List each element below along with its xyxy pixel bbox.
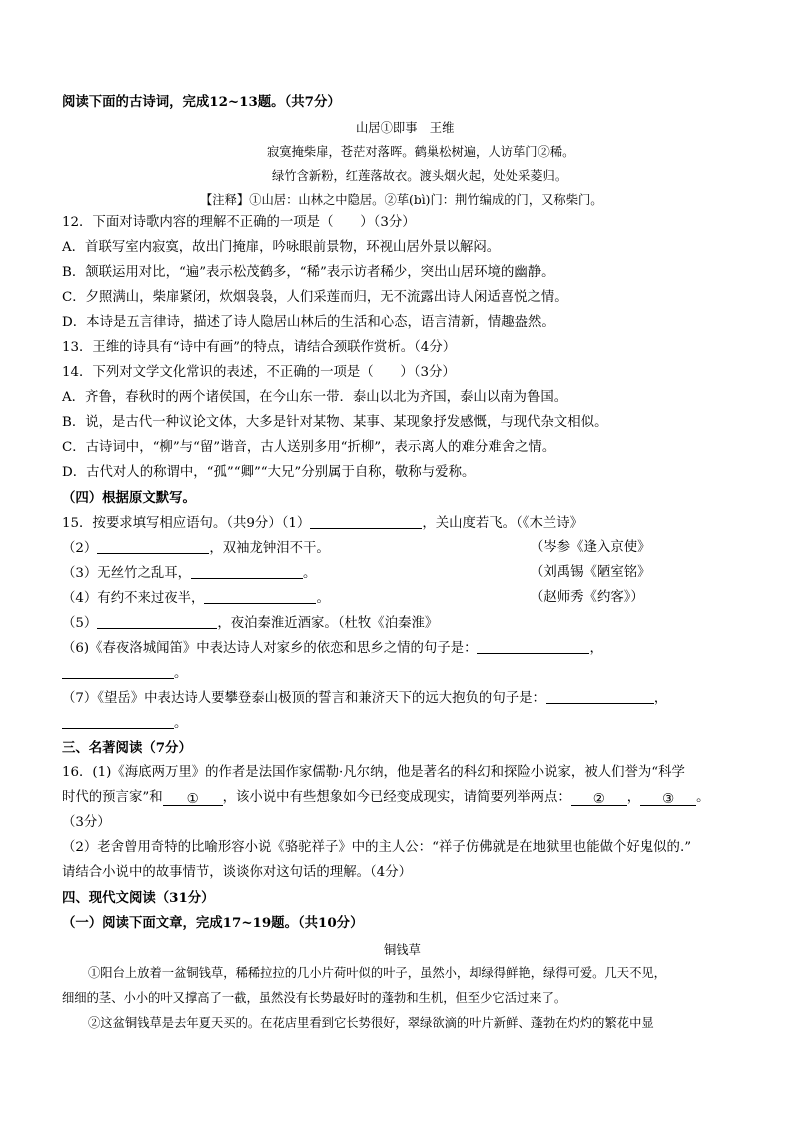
q15-blank-7b[interactable]: [62, 714, 174, 729]
poem-line-2: 绿竹含新粉，红莲落故衣。渡头烟火起，处处采菱归。: [272, 169, 568, 183]
dictation-heading: （四）根据原文默写。: [62, 490, 196, 506]
modern-reading-heading: 四、现代文阅读（31分）: [62, 890, 215, 906]
q15-line-2-source: （岑参《逢入京使》: [530, 540, 651, 555]
q16-text-c: ，: [626, 790, 641, 805]
q16-text-a: 时代的预言家”和: [62, 790, 163, 805]
poem-line-1: 寂寞掩柴扉，苍茫对落晖。鹤巢松树遍，人访荜门②稀。: [267, 145, 575, 159]
q15-line-6-end: 。: [174, 666, 188, 681]
poem-note: 【注释】①山居：山林之中隐居。②荜(bì)门：荆竹编成的门，又称柴门。: [200, 193, 603, 207]
q15-blank-5[interactable]: [97, 614, 217, 629]
q15-blank-2[interactable]: [97, 539, 209, 554]
q15-line-2-prefix: （2）: [62, 541, 98, 556]
q15-line-4: [62, 589, 330, 608]
q15-line-6-mid: ，: [589, 641, 603, 656]
q15-line-4-prefix: （4）有约不来过夜半，: [62, 591, 205, 606]
q12-option-b: B．颔联运用对比，“遍”表示松茂鹤多，“稀”表示访者稀少，突出山居环境的幽静。: [62, 265, 555, 280]
essay-p1-line1: ①阳台上放着一盆铜钱草，稀稀拉拉的几小片荷叶似的叶子，虽然小，却绿得鲜艳，绿得可爱。几天不见，: [88, 966, 666, 980]
q15-blank-7a[interactable]: [546, 689, 654, 704]
q16-blank-1[interactable]: ①: [163, 791, 223, 806]
q14-option-a: A．齐鲁，春秋时的两个诸侯国，在今山东一带．泰山以北为齐国，泰山以南为鲁国。: [62, 390, 568, 405]
q15-blank-6b[interactable]: [62, 664, 174, 679]
essay-p1-line2: 细细的茎、小小的叶又撑高了一截，虽然没有长势最好时的蓬勃和生机，但至少它活过来了。: [62, 991, 567, 1005]
q15-line-3-prefix: （3）无丝竹之乱耳，: [62, 566, 192, 581]
essay-title: 铜钱草: [384, 943, 421, 957]
q15-line-3-suffix: 。: [303, 566, 317, 581]
q15-line-3: [62, 564, 316, 583]
q16-part2-line2: 请结合小说中的故事情节，谈谈你对这句话的理解。（4分）: [62, 865, 412, 880]
q15-blank-3[interactable]: [191, 564, 303, 579]
q15-line-7: [62, 689, 667, 708]
poem-title: 山居①即事 王维: [356, 121, 455, 135]
q16-blank-3[interactable]: ③: [640, 791, 696, 806]
q14-option-d: D．古代对人的称谓中，“孤”“卿”“大兄”分别属于自称，敬称与爱称。: [62, 465, 476, 480]
q12-option-a: A．首联写室内寂寞，故出门掩扉，吟咏眼前景物，环视山居外景以解闷。: [62, 240, 501, 255]
q15-blank-1[interactable]: [310, 514, 422, 529]
q16-text-d: 。: [696, 790, 710, 805]
q15-line-6-prefix: （6)《春夜洛城闻笛》中表达诗人对家乡的依恋和思乡之情的句子是：: [62, 641, 478, 656]
q15-line-4-source: （赵师秀《约客》）: [530, 590, 644, 605]
q15-line-7-end: 。: [174, 716, 188, 731]
q15-line-4-suffix: 。: [316, 591, 330, 606]
q14-stem: 14．下列对文学文化常识的表述，不正确的一项是（ ）（3分）: [62, 365, 456, 380]
q15-line-1: [62, 514, 583, 533]
q16-part1-line2: [62, 789, 710, 807]
q13-stem: 13．王维的诗具有“诗中有画”的特点，请结合颈联作赏析。（4分）: [62, 340, 457, 355]
q15-line-2-suffix: ，双袖龙钟泪不干。: [209, 541, 330, 556]
poem-section-heading: 阅读下面的古诗词，完成12~13题。（共7分）: [62, 94, 341, 110]
q15-line-5: [62, 614, 438, 633]
q14-option-b: B．说，是古代一种议论文体，大多是针对某物、某事、某现象抒发感慨，与现代杂文相似。: [62, 415, 608, 430]
q16-blank-2[interactable]: ②: [571, 791, 627, 806]
essay-p2-line1: ②这盆铜钱草是去年夏天买的。在花店里看到它长势很好，翠绿欲滴的叶片新鲜、蓬勃在灼灼的繁花中显: [88, 1016, 654, 1030]
q15-blank-4[interactable]: [204, 589, 316, 604]
q12-stem: 12．下面对诗歌内容的理解不正确的一项是（ ）（3分）: [62, 215, 416, 230]
classics-heading: 三、名著阅读（7分）: [62, 740, 192, 756]
q15-line-7-prefix: （7）《望岳》中表达诗人要攀登泰山极顶的誓言和兼济天下的远大抱负的句子是：: [62, 691, 546, 706]
q15-line-5-prefix: （5）: [62, 616, 98, 631]
q12-option-c: C．夕照满山，柴扉紧闭，炊烟袅袅，人们采莲而归，无不流露出诗人闲适喜悦之情。: [62, 290, 568, 305]
q15-line-7-mid: ，: [653, 691, 668, 706]
q16-part2-line1: （2）老舍曾用奇特的比喻形容小说《骆驼祥子》中的主人公：“祥子仿佛就是在地狱里也能做个好鬼似的.”: [62, 840, 692, 855]
q16-text-b: ，该小说中有些想象如今已经变成现实，请简要列举两点：: [222, 790, 571, 805]
q15-line-6-cont: [62, 664, 187, 683]
q15-blank-6a[interactable]: [477, 639, 589, 654]
q15-line-7-cont: [62, 714, 187, 733]
q15-line-1-prefix: 15．按要求填写相应语句。（共9分）（1）: [62, 516, 311, 531]
reading-sub1-heading: （一）阅读下面文章，完成17~19题。（共10分）: [62, 915, 364, 931]
q15-line-2: [62, 539, 330, 558]
q15-line-1-suffix: ，关山度若飞。（《木兰诗》: [422, 516, 584, 531]
q14-option-c: C．古诗词中，“柳”与“留”谐音，古人送别多用“折柳”，表示离人的难分难舍之情。: [62, 440, 556, 455]
q15-line-5-suffix: ，夜泊秦淮近酒家。（杜牧《泊秦淮》: [217, 616, 439, 631]
q15-line-6: [62, 639, 603, 658]
q12-option-d: D．本诗是五言律诗，描述了诗人隐居山林后的生活和心态，语言清新，情趣盎然。: [62, 315, 555, 330]
q16-part1-line1: 16．(1)《海底两万里》的作者是法国作家儒勒·凡尔纳，他是著名的科幻和探险小说家，被人们誉为“科学: [62, 765, 685, 780]
q16-part1-score: （3分）: [62, 815, 111, 830]
q15-line-3-source: （刘禹锡《陋室铭》: [530, 565, 651, 580]
